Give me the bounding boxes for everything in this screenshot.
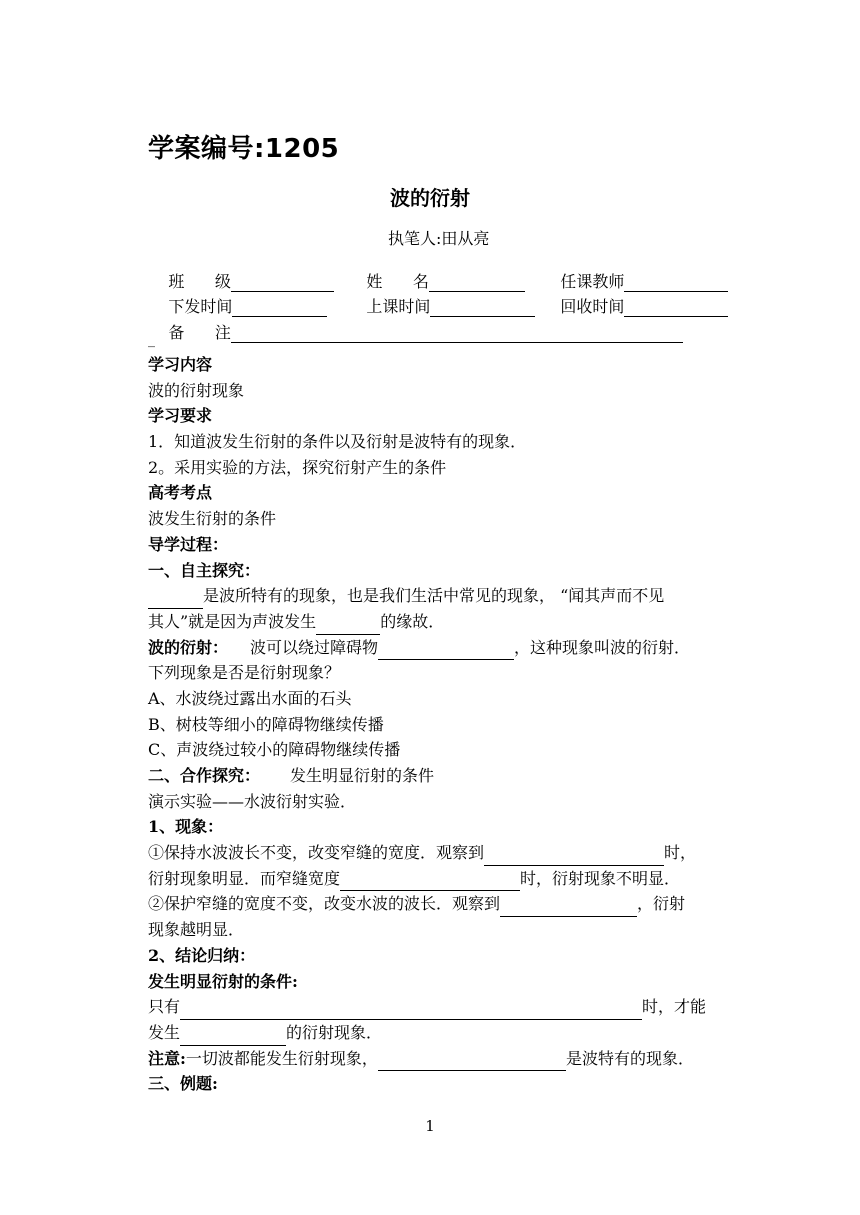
blank-1[interactable] [148, 591, 203, 609]
class-time-label: 上课时间 [366, 297, 431, 316]
page-number: 1 [425, 1117, 435, 1135]
heading-conclusion: 2、结论归纳： [148, 945, 256, 965]
blank-4[interactable] [484, 848, 664, 866]
note-label: 注意: [148, 1048, 186, 1068]
name-label: 姓 名 [366, 272, 429, 291]
ph1-text-d: 时，衍射现象不明显． [520, 868, 681, 888]
author-line: 执笔人:田从亮 [388, 229, 490, 248]
question: 下列现象是否是衍射现象？ [148, 663, 341, 683]
requirement-2: 2。采用实验的方法，探究衍射产生的条件 [148, 457, 447, 477]
page-title: 波的衍射 [390, 186, 470, 210]
heading-self-exploration: 一、自主探究： [148, 560, 261, 580]
ph1-text-a: ①保持水波波长不变，改变窄缝的宽度．观察到 [148, 843, 485, 863]
heading-learning-content: 学习内容 [148, 355, 213, 374]
heading-exam-points: 高考考点 [148, 483, 213, 503]
worksheet-body [148, 352, 716, 1097]
class-label: 班 级 [168, 272, 231, 291]
self-exploration-line-1 [148, 583, 716, 609]
option-c: C、声波绕过较小的障碍物继续传播 [148, 740, 401, 760]
phenomenon-1-line-2 [148, 866, 716, 892]
phenomenon-2-line-2: 现象越明显． [148, 920, 245, 940]
condition-line-1 [148, 994, 716, 1020]
heading-phenomenon: 1、现象： [148, 817, 224, 837]
ph2-text-a: ②保护窄缝的宽度不变，改变水波的波长．观察到 [148, 894, 501, 914]
self-text-3: 的缘故． [380, 611, 445, 631]
heading-cooperative: 二、合作探究： [148, 766, 261, 785]
cond-text-c: 发生 [148, 1022, 181, 1042]
diffraction-definition [148, 635, 716, 661]
ph2-text-b: ，衍射 [637, 894, 686, 914]
self-exploration-line-2 [148, 609, 716, 635]
blank-7[interactable] [180, 1002, 642, 1020]
diffraction-label: 波的衍射： [148, 637, 229, 657]
ph1-text-c: 衍射现象明显．而窄缝宽度 [148, 868, 341, 888]
blank-2[interactable] [316, 617, 380, 635]
stray-mark: _ [148, 332, 155, 348]
heading-examples: 三、例题: [148, 1074, 218, 1094]
note-text-b: 是波特有的现象． [565, 1048, 694, 1068]
remark-field[interactable] [231, 325, 683, 343]
phenomenon-2-line-1 [148, 891, 716, 917]
blank-5[interactable] [340, 873, 520, 891]
heading-guided-process: 导学过程： [148, 534, 229, 554]
requirement-1: 1．知道波发生衍射的条件以及衍射是波特有的现象． [148, 432, 527, 452]
cooperative-topic: 发生明显衍射的条件 [290, 766, 435, 785]
document-number: 学案编号:1205 [148, 134, 340, 164]
blank-9[interactable] [378, 1053, 566, 1071]
diffraction-text-b: ，这种现象叫波的衍射． [514, 637, 691, 657]
teacher-label: 任课教师 [560, 272, 625, 291]
diffraction-text-a: 波可以绕过障碍物 [250, 637, 379, 657]
heading-learning-requirements: 学习要求 [148, 406, 213, 426]
issue-time-label: 下发时间 [168, 297, 233, 316]
heading-condition: 发生明显衍射的条件: [148, 971, 298, 991]
note-text-a: 一切波都能发生衍射现象， [185, 1048, 378, 1068]
option-b: B、树枝等细小的障碍物继续传播 [148, 714, 384, 734]
collect-time-label: 回收时间 [560, 297, 625, 316]
blank-6[interactable] [500, 899, 637, 917]
remark-label: 备 注 [168, 323, 231, 342]
self-text-2: 其人”就是因为声波发生 [148, 611, 317, 631]
exam-points-text: 波发生衍射的条件 [148, 509, 277, 529]
self-text-1: 是波所特有的现象，也是我们生活中常见的现象， “闻其声而不见 [203, 586, 665, 606]
cooperative-exploration [148, 763, 716, 789]
cond-text-b: 时，才能 [642, 997, 707, 1017]
cond-text-a: 只有 [148, 997, 181, 1017]
phenomenon-1-line-1 [148, 840, 716, 866]
option-a: A、水波绕过露出水面的石头 [148, 688, 352, 708]
demo-experiment: 演示实验——水波衍射实验． [148, 791, 357, 811]
learning-content-text: 波的衍射现象 [148, 380, 245, 400]
note-line [148, 1046, 716, 1072]
blank-3[interactable] [378, 642, 514, 660]
cond-text-d: 的衍射现象． [286, 1022, 383, 1042]
blank-8[interactable] [180, 1028, 286, 1046]
ph1-text-b: 时， [664, 843, 697, 863]
condition-line-2 [148, 1020, 716, 1046]
